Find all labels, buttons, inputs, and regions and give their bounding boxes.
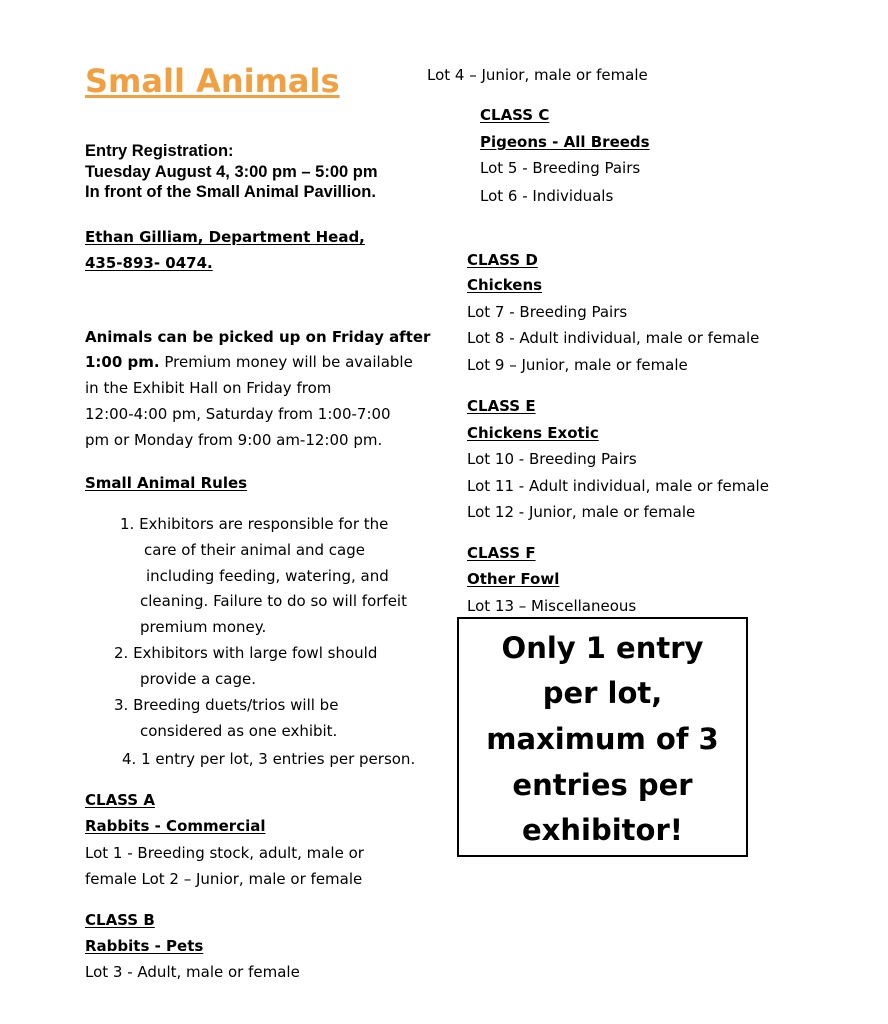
rule-line: provide a cage. — [140, 670, 257, 688]
lot-line: Lot 5 - Breeding Pairs — [480, 159, 641, 177]
page-title: Small Animals — [85, 62, 340, 100]
notice-line: Only 1 entry — [501, 631, 704, 665]
rule-line: 3. Breeding duets/trios will be — [114, 696, 339, 714]
pickup-line-3: in the Exhibit Hall on Friday from — [85, 379, 332, 397]
department-phone: 435-893- 0474. — [85, 254, 213, 272]
department-head: Ethan Gilliam, Department Head, — [85, 228, 365, 246]
pickup-line-2 — [85, 353, 413, 371]
entry-limit-notice — [457, 617, 748, 857]
pickup-line-1: Animals can be picked up on Friday after — [85, 328, 431, 346]
registration-label: Entry Registration: — [85, 142, 234, 160]
pickup-premium: Premium money will be available — [159, 353, 413, 371]
rules-heading: Small Animal Rules — [85, 474, 248, 492]
lot-line: Lot 1 - Breeding stock, adult, male or — [85, 844, 364, 862]
lot-line: Lot 3 - Adult, male or female — [85, 963, 300, 981]
pickup-line-4: 12:00-4:00 pm, Saturday from 1:00-7:00 — [85, 405, 391, 423]
notice-line: maximum of 3 — [486, 722, 719, 756]
class-d-category: Chickens — [467, 276, 543, 294]
rule-line: care of their animal and cage — [144, 541, 366, 559]
pickup-time: 1:00 pm. — [85, 353, 160, 371]
lot-line: Lot 6 - Individuals — [480, 187, 614, 205]
notice-line: exhibitor! — [522, 813, 683, 847]
rule-line: 1. Exhibitors are responsible for the — [120, 515, 389, 533]
class-a-category: Rabbits - Commercial — [85, 817, 266, 835]
class-b-category: Rabbits - Pets — [85, 937, 204, 955]
lot-line: Lot 10 - Breeding Pairs — [467, 450, 637, 468]
rule-line: premium money. — [140, 618, 267, 636]
notice-line: per lot, — [542, 676, 663, 710]
class-c-heading: CLASS C — [480, 106, 550, 124]
lot-line: female Lot 2 – Junior, male or female — [85, 870, 363, 888]
class-f-category: Other Fowl — [467, 570, 560, 588]
pickup-line-5: pm or Monday from 9:00 am-12:00 pm. — [85, 431, 383, 449]
class-e-heading: CLASS E — [467, 397, 536, 415]
rule-line: considered as one exhibit. — [140, 722, 338, 740]
lot-line: Lot 7 - Breeding Pairs — [467, 303, 628, 321]
class-b-heading: CLASS B — [85, 911, 155, 929]
rule-line: cleaning. Failure to do so will forfeit — [140, 592, 407, 610]
lot-line: Lot 12 - Junior, male or female — [467, 503, 696, 521]
lot-line: Lot 13 – Miscellaneous — [467, 597, 637, 615]
notice-line: entries per — [512, 768, 693, 802]
registration-location: In front of the Small Animal Pavillion. — [85, 183, 376, 201]
rule-line: 2. Exhibitors with large fowl should — [114, 644, 378, 662]
class-a-heading: CLASS A — [85, 791, 155, 809]
rule-line: including feeding, watering, and — [146, 567, 389, 585]
lot-line: Lot 9 – Junior, male or female — [467, 356, 688, 374]
registration-date: Tuesday August 4, 3:00 pm – 5:00 pm — [85, 163, 378, 181]
class-e-category: Chickens Exotic — [467, 424, 599, 442]
class-c-category: Pigeons - All Breeds — [480, 133, 650, 151]
class-d-heading: CLASS D — [467, 251, 538, 269]
lot-line: Lot 8 - Adult individual, male or female — [467, 329, 760, 347]
lot-line: Lot 11 - Adult individual, male or female — [467, 477, 769, 495]
rule-line: 4. 1 entry per lot, 3 entries per person. — [122, 750, 416, 768]
lot-line: Lot 4 – Junior, male or female — [427, 66, 648, 84]
class-f-heading: CLASS F — [467, 544, 536, 562]
